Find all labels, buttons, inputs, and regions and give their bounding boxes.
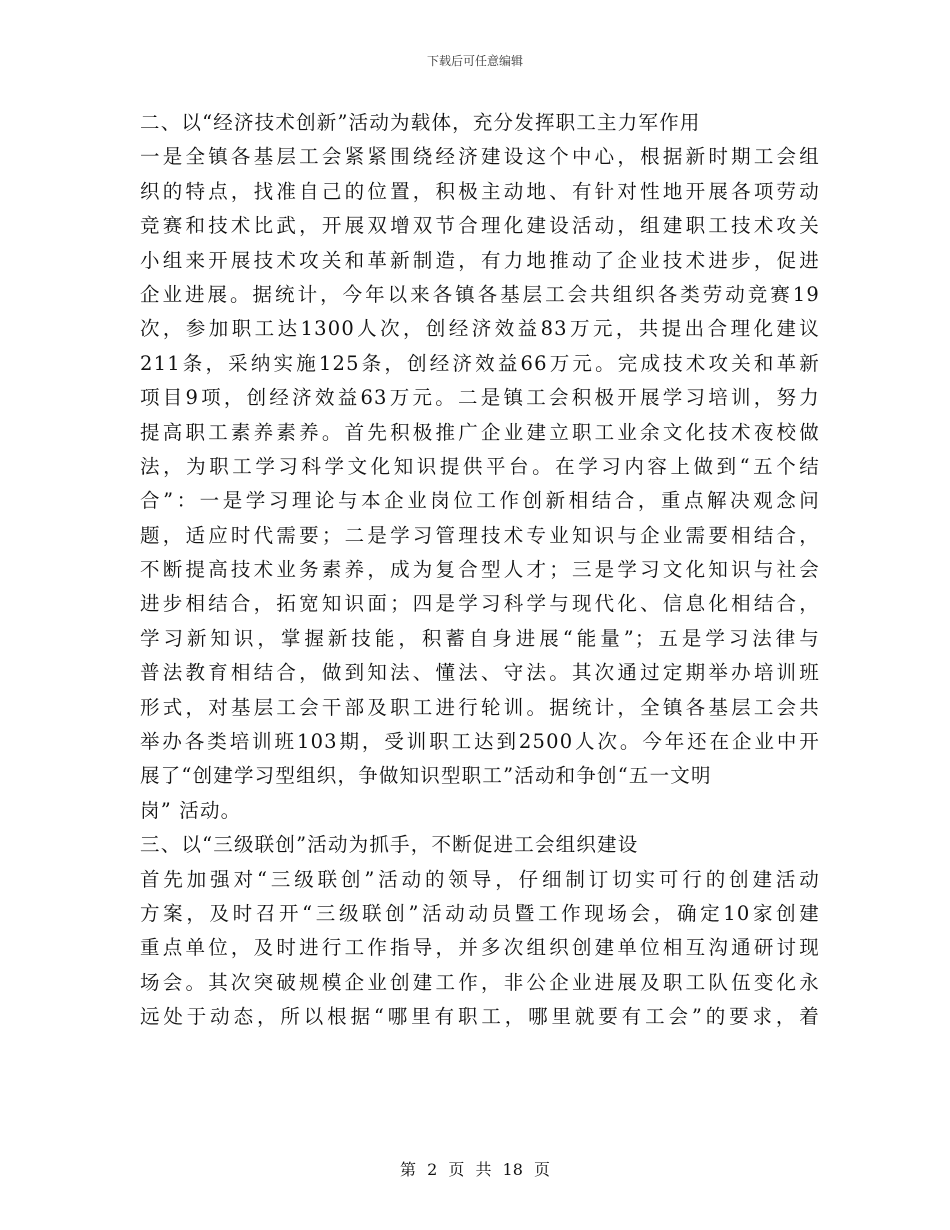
text-line: 企业进展。据统计，今年以来各镇各基层工会共组织各类劳动竞赛19 [140, 282, 820, 306]
section-heading: 二、以“经济技术创新”活动为载体，充分发挥职工主力军作用 [140, 111, 701, 134]
text-line: 题，适应时代需要；二是学习管理技术专业知识与企业需要相结合， [140, 523, 820, 547]
page-footer: 第 2 页 共 18 页 [400, 1160, 550, 1179]
document-body [140, 106, 820, 1035]
page-header: 下载后可任意编辑 [426, 54, 523, 68]
text-line: 学习新知识，掌握新技能，积蓄自身进展“能量”；五是学习法律与 [140, 626, 820, 650]
text-line: 岗” 活动。 [140, 798, 242, 822]
text-line: 方案，及时召开“三级联创”活动动员暨工作现场会，确定10家创建 [140, 901, 820, 925]
text-line: 小组来开展技术攻关和革新制造，有力地推动了企业技术进步，促进 [140, 248, 820, 272]
text-line: 次，参加职工达1300人次，创经济效益83万元，共提出合理化建议 [140, 317, 820, 341]
text-line: 项目9项，创经济效益63万元。二是镇工会积极开展学习培训，努力 [140, 386, 820, 410]
section-heading: 三、以“三级联创”活动为抓手，不断促进工会组织建设 [140, 833, 639, 857]
text-line: 展了“创建学习型组织，争做知识型职工”活动和争创“五一文明 [140, 764, 712, 788]
text-line: 法，为职工学习科学文化知识提供平台。在学习内容上做到“五个结 [140, 454, 820, 478]
text-line: 场会。其次突破规模企业创建工作，非公企业进展及职工队伍变化永 [140, 970, 820, 994]
text-line: 提高职工素养素养。首先积极推广企业建立职工业余文化技术夜校做 [140, 420, 820, 444]
text-line: 不断提高技术业务素养，成为复合型人才；三是学习文化知识与社会 [140, 558, 820, 582]
text-line: 合”：一是学习理论与本企业岗位工作创新相结合，重点解决观念问 [140, 489, 820, 513]
text-line: 形式，对基层工会干部及职工进行轮训。据统计，全镇各基层工会共 [140, 695, 820, 719]
text-line: 远处于动态，所以根据“哪里有职工，哪里就要有工会”的要求，着 [140, 1005, 820, 1029]
text-line: 首先加强对“三级联创”活动的领导，仔细制订切实可行的创建活动 [140, 867, 820, 891]
text-line: 举办各类培训班103期，受训职工达到2500人次。今年还在企业中开 [140, 730, 820, 754]
text-line: 竞赛和技术比武，开展双增双节合理化建设活动，组建职工技术攻关 [140, 214, 820, 238]
text-line: 重点单位，及时进行工作指导，并多次组织创建单位相互沟通研讨现 [140, 936, 820, 960]
text-line: 进步相结合，拓宽知识面；四是学习科学与现代化、信息化相结合， [140, 592, 820, 616]
text-line: 211条，采纳实施125条，创经济效益66万元。完成技术攻关和革新 [140, 351, 820, 375]
text-line: 一是全镇各基层工会紧紧围绕经济建设这个中心，根据新时期工会组 [140, 145, 820, 169]
text-line: 普法教育相结合，做到知法、懂法、守法。其次通过定期举办培训班 [140, 661, 820, 685]
text-line: 织的特点，找准自己的位置，积极主动地、有针对性地开展各项劳动 [140, 179, 820, 203]
